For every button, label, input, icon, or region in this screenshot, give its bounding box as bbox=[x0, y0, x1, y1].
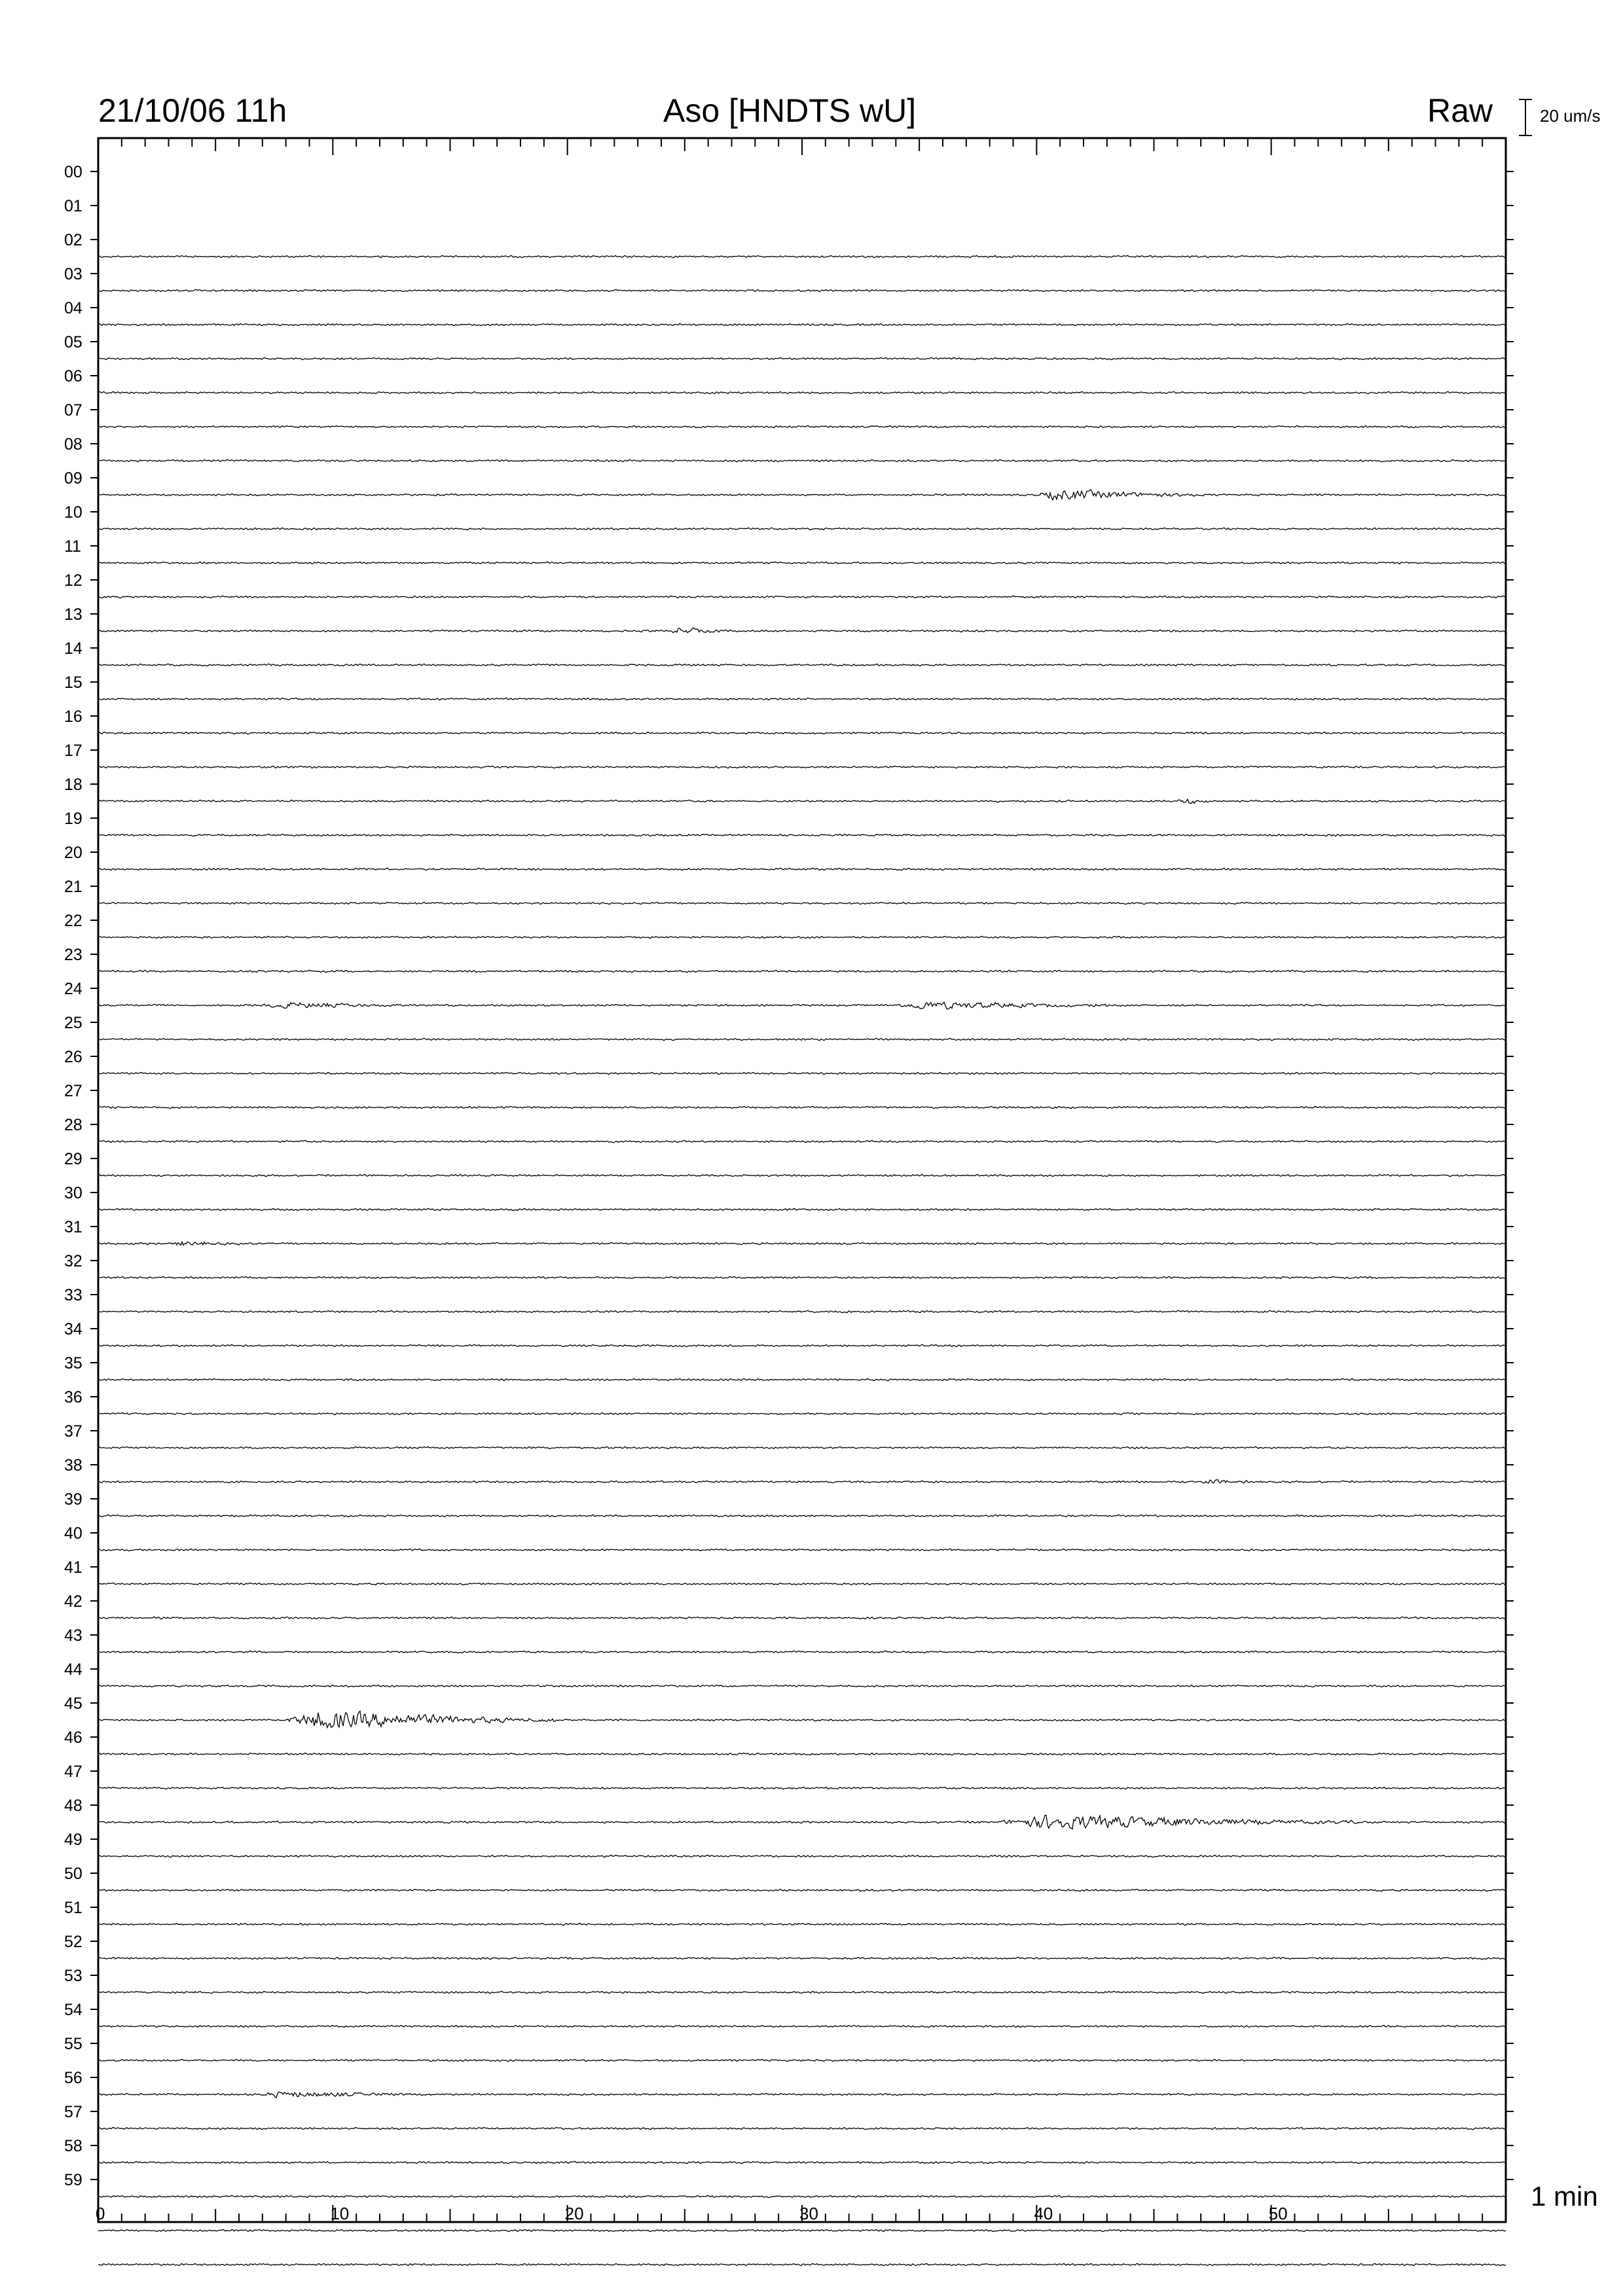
seismic-trace bbox=[98, 1957, 1506, 1959]
seismic-trace bbox=[98, 1711, 1506, 1727]
seismic-trace bbox=[98, 1310, 1506, 1312]
seismic-trace bbox=[98, 2229, 1506, 2231]
row-label: 25 bbox=[64, 1014, 82, 1032]
row-label: 16 bbox=[64, 708, 82, 726]
row-label: 38 bbox=[64, 1456, 82, 1475]
seismic-trace bbox=[98, 766, 1506, 768]
row-label: 19 bbox=[64, 810, 82, 828]
plot-frame bbox=[98, 138, 1506, 2222]
row-label: 26 bbox=[64, 1048, 82, 1066]
seismic-trace bbox=[98, 357, 1506, 359]
seismic-trace bbox=[98, 1549, 1506, 1551]
seismic-trace bbox=[98, 1617, 1506, 1619]
row-label: 12 bbox=[64, 571, 82, 590]
seismic-trace bbox=[98, 490, 1506, 500]
seismic-trace bbox=[98, 970, 1506, 972]
seismic-trace bbox=[98, 868, 1506, 870]
seismic-trace bbox=[98, 1276, 1506, 1278]
row-label: 35 bbox=[64, 1354, 82, 1372]
row-label: 36 bbox=[64, 1388, 82, 1407]
seismic-trace bbox=[98, 1413, 1506, 1415]
row-label-group bbox=[64, 163, 1514, 2189]
row-label: 06 bbox=[64, 367, 82, 386]
row-label: 01 bbox=[64, 197, 82, 215]
seismic-trace bbox=[98, 2161, 1506, 2164]
row-label: 29 bbox=[64, 1150, 82, 1168]
row-label: 52 bbox=[64, 1933, 82, 1951]
row-label: 37 bbox=[64, 1422, 82, 1441]
row-label: 07 bbox=[64, 401, 82, 420]
row-label: 22 bbox=[64, 912, 82, 930]
trace-group bbox=[98, 255, 1506, 2265]
seismic-trace bbox=[98, 1685, 1506, 1687]
row-label: 21 bbox=[64, 878, 82, 896]
row-label: 05 bbox=[64, 333, 82, 351]
row-label: 56 bbox=[64, 2069, 82, 2087]
seismic-trace bbox=[98, 834, 1506, 836]
seismic-trace bbox=[98, 459, 1506, 461]
row-label: 59 bbox=[64, 2171, 82, 2189]
seismic-trace bbox=[98, 562, 1506, 564]
seismic-trace bbox=[98, 2059, 1506, 2061]
row-label: 11 bbox=[64, 537, 81, 556]
seismic-trace bbox=[98, 1446, 1506, 1448]
seismic-trace bbox=[98, 902, 1506, 904]
row-label: 51 bbox=[64, 1899, 82, 1917]
header-station-title: Aso [HNDTS wU] bbox=[663, 92, 917, 129]
row-label: 00 bbox=[64, 163, 82, 181]
header-mode: Raw bbox=[1427, 92, 1493, 129]
row-label: 44 bbox=[64, 1660, 82, 1679]
row-label: 17 bbox=[64, 742, 82, 760]
row-label: 46 bbox=[64, 1729, 82, 1747]
row-label: 54 bbox=[64, 2001, 82, 2019]
row-label: 50 bbox=[64, 1865, 82, 1883]
seismic-trace bbox=[98, 2127, 1506, 2130]
row-label: 09 bbox=[64, 469, 82, 488]
row-label: 30 bbox=[64, 1184, 82, 1202]
row-label: 45 bbox=[64, 1695, 82, 1713]
seismic-trace bbox=[98, 1855, 1506, 1857]
row-label: 10 bbox=[64, 503, 82, 522]
seismic-trace bbox=[98, 323, 1506, 325]
seismic-trace bbox=[98, 596, 1506, 598]
row-label: 04 bbox=[64, 299, 82, 317]
seismic-trace bbox=[98, 1208, 1506, 1210]
scale-bar bbox=[1519, 99, 1532, 135]
seismic-trace bbox=[98, 936, 1506, 938]
seismic-trace bbox=[98, 2092, 1506, 2098]
row-label: 14 bbox=[64, 639, 82, 658]
seismic-trace bbox=[98, 664, 1506, 666]
seismic-trace bbox=[98, 1242, 1506, 1245]
seismic-trace bbox=[98, 1480, 1506, 1483]
seismic-trace bbox=[98, 1106, 1506, 1108]
row-label: 08 bbox=[64, 435, 82, 454]
x-tick-label: 40 bbox=[1034, 2204, 1053, 2223]
seismic-trace bbox=[98, 1583, 1506, 1585]
seismic-trace bbox=[98, 1174, 1506, 1176]
row-label: 03 bbox=[64, 265, 82, 283]
row-label: 13 bbox=[64, 605, 82, 624]
row-label: 55 bbox=[64, 2035, 82, 2053]
seismic-trace bbox=[98, 255, 1506, 257]
seismic-trace bbox=[98, 1753, 1506, 1755]
row-label: 28 bbox=[64, 1116, 82, 1134]
row-label: 31 bbox=[64, 1218, 82, 1236]
seismic-trace bbox=[98, 1515, 1506, 1516]
seismic-trace bbox=[98, 2263, 1506, 2265]
x-tick-label: 0 bbox=[96, 2204, 105, 2223]
row-label: 18 bbox=[64, 776, 82, 794]
row-label: 02 bbox=[64, 231, 82, 249]
seismic-trace bbox=[98, 1923, 1506, 1925]
row-label: 34 bbox=[64, 1320, 82, 1338]
x-tick-label: 50 bbox=[1268, 2204, 1288, 2223]
seismic-trace bbox=[98, 628, 1506, 633]
seismic-trace bbox=[98, 425, 1506, 427]
row-label: 53 bbox=[64, 1967, 82, 1985]
row-label: 24 bbox=[64, 980, 82, 998]
seismic-trace bbox=[98, 1889, 1506, 1891]
row-label: 39 bbox=[64, 1490, 82, 1509]
row-label: 58 bbox=[64, 2137, 82, 2155]
x-tick-label: 10 bbox=[330, 2204, 350, 2223]
row-label: 23 bbox=[64, 946, 82, 964]
seismic-trace bbox=[98, 799, 1506, 803]
seismic-trace bbox=[98, 391, 1506, 393]
row-label: 48 bbox=[64, 1797, 82, 1815]
seismic-trace bbox=[98, 1651, 1506, 1653]
row-label: 15 bbox=[64, 673, 82, 692]
seismic-trace bbox=[98, 289, 1506, 291]
seismic-trace bbox=[98, 1344, 1506, 1346]
row-label: 33 bbox=[64, 1286, 82, 1304]
x-tick-label: 30 bbox=[799, 2204, 818, 2223]
seismic-trace bbox=[98, 1815, 1506, 1829]
seismic-trace bbox=[98, 1038, 1506, 1040]
row-label: 40 bbox=[64, 1524, 82, 1543]
seismic-trace bbox=[98, 528, 1506, 529]
x-tick-group bbox=[96, 138, 1506, 2223]
row-label: 43 bbox=[64, 1626, 82, 1645]
header-datetime: 21/10/06 11h bbox=[98, 92, 287, 129]
row-label: 57 bbox=[64, 2103, 82, 2121]
seismic-trace bbox=[98, 698, 1506, 700]
seismic-trace bbox=[98, 732, 1506, 734]
x-unit-label: 1 min bbox=[1531, 2181, 1598, 2212]
row-label: 41 bbox=[64, 1558, 82, 1577]
seismic-trace bbox=[98, 1991, 1506, 1993]
seismic-trace bbox=[98, 2195, 1506, 2197]
seismic-trace bbox=[98, 2025, 1506, 2027]
row-label: 20 bbox=[64, 844, 82, 862]
amplitude-scale-label: 20 um/s bbox=[1540, 106, 1601, 126]
x-tick-label: 20 bbox=[564, 2204, 584, 2223]
row-label: 42 bbox=[64, 1592, 82, 1611]
seismic-trace bbox=[98, 1072, 1506, 1074]
seismic-trace bbox=[98, 1378, 1506, 1380]
row-label: 32 bbox=[64, 1252, 82, 1270]
seismic-trace bbox=[98, 1787, 1506, 1789]
row-label: 27 bbox=[64, 1082, 82, 1100]
row-label: 47 bbox=[64, 1763, 82, 1781]
row-label: 49 bbox=[64, 1831, 82, 1849]
seismic-trace bbox=[98, 1140, 1506, 1142]
seismic-trace bbox=[98, 1002, 1506, 1009]
